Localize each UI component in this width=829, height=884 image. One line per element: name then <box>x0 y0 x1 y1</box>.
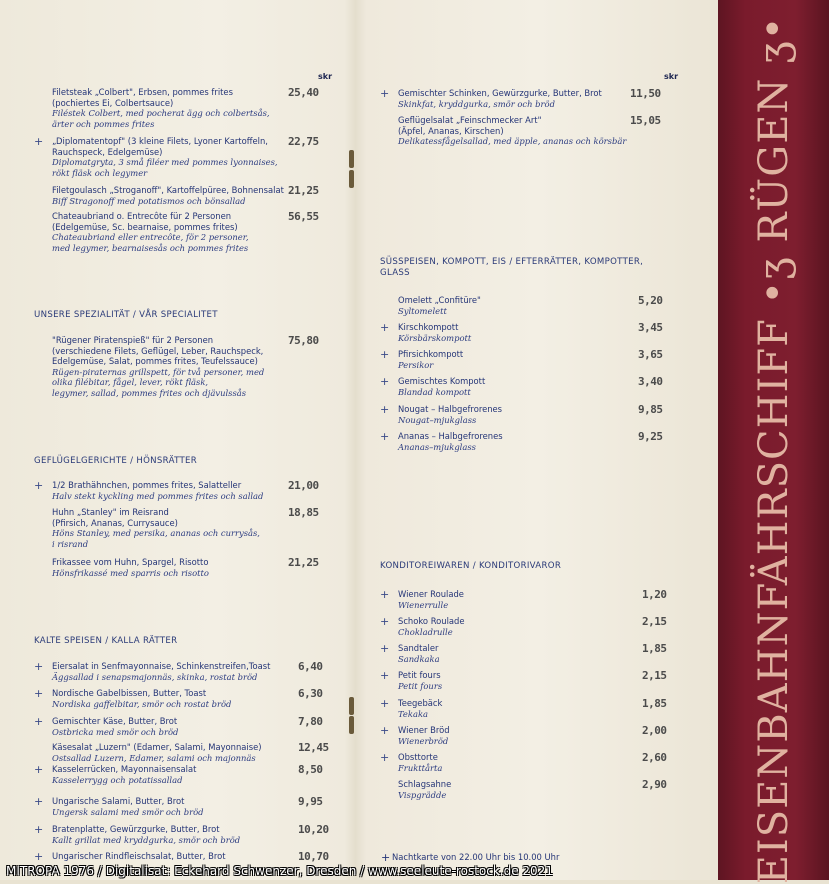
dish-name-swedish: Filéstek Colbert, med pocherat ägg och colbertsås, ärter och pommes frites <box>52 108 270 129</box>
dish-name-swedish: Delikatessfågelsallad, med äpple, ananas och körsbär <box>398 136 627 146</box>
plus-marker-icon: + <box>34 795 44 808</box>
menu-item <box>380 403 678 425</box>
dish-price: 2,90 <box>642 778 667 791</box>
dish-name-german: Kirschkompott <box>398 322 459 332</box>
section-heading: GEFLÜGELGERICHTE / HÖNSRÄTTER <box>34 456 198 466</box>
plus-marker-icon: + <box>380 697 390 710</box>
dish-price: 1,20 <box>642 588 667 601</box>
dish-name-swedish: Blandad kompott <box>398 386 471 397</box>
dish-price: 6,30 <box>298 687 323 700</box>
night-menu-note <box>381 851 560 864</box>
section-heading: KONDITOREIWAREN / KONDITORIVAROR <box>380 561 562 571</box>
menu-item <box>52 185 332 206</box>
plus-marker-icon: + <box>380 669 390 682</box>
plus-marker-icon: + <box>381 851 391 864</box>
dish-name-german: 1/2 Brathähnchen, pommes frites, Salatteller <box>52 480 242 490</box>
dish-name-german: Geflügelsalat „Feinschmecker Art" (Äpfel, Ananas, Kirschen) <box>398 115 542 136</box>
menu-item <box>398 115 678 147</box>
plus-marker-icon: + <box>380 403 390 416</box>
dish-name-swedish: Wienerrulle <box>398 599 449 610</box>
dish-name-swedish: Biff Stragonoff med potatismos och bönsallad <box>52 195 246 206</box>
dish-price: 56,55 <box>288 210 319 223</box>
section-heading: SÜSSPEISEN, KOMPOTT, EIS / EFTERRÄTTER, KOMPOTTER, GLASS <box>380 257 644 278</box>
dish-name-german: Gemischter Schinken, Gewürzgurke, Butter, Brot <box>398 88 602 98</box>
dish-price: 21,25 <box>288 556 319 569</box>
menu-item <box>380 724 678 746</box>
dish-name-german: Teegebäck <box>398 698 443 708</box>
plus-marker-icon: + <box>34 715 44 728</box>
plus-marker-icon: + <box>380 321 390 334</box>
plus-marker-icon: + <box>34 660 44 673</box>
dish-name-german: Eiersalat in Senfmayonnaise, Schinkenstreifen,Toast <box>52 661 271 671</box>
dish-name-swedish: Chateaubriand eller entrecôte, för 2 personer, med legymer, bearnaisesås och pommes frites <box>52 232 249 253</box>
plus-marker-icon: + <box>380 375 390 388</box>
dish-price: 6,40 <box>298 660 323 673</box>
dish-name-german: Omelett „Confitüre" <box>398 295 481 305</box>
dish-name-swedish: Halv stekt kyckling med pommes frites och sallad <box>52 490 264 501</box>
dish-name-swedish: Frukttårta <box>398 762 443 773</box>
dish-name-swedish: Nordiska gaffelbitar, smör och rostat bröd <box>52 698 232 709</box>
menu-item <box>34 479 332 501</box>
dish-price: 2,15 <box>642 615 667 628</box>
dish-name-swedish: Hönsfrikassé med sparris och risotto <box>52 567 209 578</box>
dish-price: 21,00 <box>288 479 319 492</box>
dish-name-swedish: Wienerbröd <box>398 735 449 746</box>
menu-item <box>380 615 678 637</box>
menu-item <box>52 335 332 398</box>
dish-name-german: Petit fours <box>398 670 441 680</box>
menu-item <box>34 823 332 845</box>
spine-title: EISENBAHNFÄHRSCHIFF •ʒ RÜGEN ʒ• <box>750 15 797 884</box>
dish-name-swedish: Körsbärskompott <box>398 332 472 343</box>
dish-price: 2,15 <box>642 669 667 682</box>
dish-name-german: Frikassee vom Huhn, Spargel, Risotto <box>52 557 209 567</box>
plus-marker-icon: + <box>380 642 390 655</box>
dish-price: 11,50 <box>630 87 661 100</box>
dish-price: 9,25 <box>638 430 663 443</box>
dish-price: 9,95 <box>298 795 323 808</box>
menu-item <box>34 763 332 785</box>
plus-marker-icon: + <box>34 763 44 776</box>
dish-price: 1,85 <box>642 697 667 710</box>
night-menu-note-text: Nachtkarte von 22.00 Uhr bis 10.00 Uhr <box>392 852 560 862</box>
dish-price: 10,20 <box>298 823 329 836</box>
menu-item <box>380 642 678 664</box>
dish-name-swedish: Ungersk salami med smör och bröd <box>52 806 204 817</box>
plus-marker-icon: + <box>380 348 390 361</box>
plus-marker-icon: + <box>34 850 44 863</box>
dish-name-swedish: Kallt grillat med kryddgurka, smör och bröd <box>52 834 241 845</box>
dish-name-swedish: Tekaka <box>398 708 429 719</box>
dish-price: 75,80 <box>288 334 319 347</box>
dish-name-swedish: Höns Stanley, med persika, ananas och currysås, i risrand <box>52 528 260 549</box>
dish-price: 25,40 <box>288 86 319 99</box>
plus-marker-icon: + <box>380 87 390 100</box>
dish-price: 8,50 <box>298 763 323 776</box>
menu-item <box>52 557 332 578</box>
dish-price: 15,05 <box>630 114 661 127</box>
menu-item <box>52 742 332 763</box>
menu-cover-spine <box>718 0 829 884</box>
dish-price: 3,40 <box>638 375 663 388</box>
dish-name-german: Wiener Bröd <box>398 725 450 735</box>
dish-name-german: Schoko Roulade <box>398 616 465 626</box>
dish-price: 7,80 <box>298 715 323 728</box>
menu-item <box>398 779 678 800</box>
dish-name-german: Chateaubriand o. Entrecôte für 2 Personen (Edelgemüse, Sc. bearnaise, pommes frites) <box>52 211 238 232</box>
dish-name-german: Pfirsichkompott <box>398 349 464 359</box>
plus-marker-icon: + <box>380 615 390 628</box>
dish-price: 3,65 <box>638 348 663 361</box>
dish-price: 2,00 <box>642 724 667 737</box>
plus-marker-icon: + <box>34 687 44 700</box>
plus-marker-icon: + <box>380 751 390 764</box>
fold-mark <box>349 716 354 734</box>
dish-name-german: Gemischtes Kompott <box>398 376 486 386</box>
dish-name-german: Kasselerrücken, Mayonnaisensalat <box>52 764 197 774</box>
dish-name-german: „Diplomatentopf" (3 kleine Filets, Lyoner Kartoffeln, Rauchspeck, Edelgemüse) <box>52 136 268 157</box>
dish-name-swedish: Ananas–mjukglass <box>398 441 476 452</box>
dish-price: 3,45 <box>638 321 663 334</box>
dish-name-swedish: Kasselerrygg och potatissallad <box>52 774 183 785</box>
dish-name-swedish: Ostbricka med smör och bröd <box>52 726 179 737</box>
dish-name-german: Sandtaler <box>398 643 439 653</box>
dish-price: 21,25 <box>288 184 319 197</box>
menu-item <box>380 669 678 691</box>
dish-name-swedish: Rügen-piraternas grillspett, för två personer, med olika filébitar, fågel, lever, rökt fläsk, legymer, sallad, pommes frites och djävulssås <box>52 366 265 398</box>
plus-marker-icon: + <box>34 823 44 836</box>
dish-name-swedish: Sandkaka <box>398 653 440 664</box>
fold-mark <box>349 697 354 715</box>
dish-name-german: Filetsteak „Colbert", Erbsen, pommes frites (pochiertes Ei, Colbertsauce) <box>52 87 233 108</box>
fold-mark <box>349 170 354 188</box>
dish-name-german: Bratenplatte, Gewürzgurke, Butter, Brot <box>52 824 220 834</box>
plus-marker-icon: + <box>380 588 390 601</box>
menu-item <box>52 211 332 253</box>
dish-name-swedish: Chokladrulle <box>398 626 453 637</box>
dish-name-swedish: Ostsallad Luzern, Edamer, salami och majonnäs <box>52 752 256 763</box>
dish-name-swedish: Syltomelett <box>398 305 447 316</box>
menu-item <box>52 87 332 129</box>
dish-name-german: Nougat – Halbgefrorenes <box>398 404 503 414</box>
dish-price: 5,20 <box>638 294 663 307</box>
menu-item <box>398 295 678 316</box>
dish-name-german: Käsesalat „Luzern" (Edamer, Salami, Mayonnaise) <box>52 742 262 752</box>
dish-name-german: "Rügener Piratenspieß" für 2 Personen (verschiedene Filets, Geflügel, Leber, Rauchspeck, Edelgemüse, Salat, pommes frites, Teufelssauce) <box>52 335 264 366</box>
digitization-credit: MITROPA 1976 / Digitalisat: Eckehard Schwenzer, Dresden / www.seeleute-rostock.de 2021 <box>6 864 553 878</box>
dish-price: 12,45 <box>298 741 329 754</box>
dish-name-swedish: Skinkfat, kryddgurka, smör och bröd <box>398 98 555 109</box>
dish-name-german: Gemischter Käse, Butter, Brot <box>52 716 178 726</box>
menu-item <box>380 697 678 719</box>
dish-name-swedish: Diplomatgryta, 3 små filéer med pommes lyonnaises, rökt fläsk och legymer <box>52 157 278 178</box>
plus-marker-icon: + <box>34 479 44 492</box>
dish-price: 22,75 <box>288 135 319 148</box>
section-heading: UNSERE SPEZIALITÄT / VÅR SPECIALITET <box>34 310 218 320</box>
dish-name-german: Schlagsahne <box>398 779 452 789</box>
menu-item <box>380 321 678 343</box>
dish-name-german: Obsttorte <box>398 752 438 762</box>
menu-item <box>34 795 332 817</box>
currency-label: skr <box>318 72 333 81</box>
section-heading: KALTE SPEISEN / KALLA RÄTTER <box>34 636 178 646</box>
dish-price: 9,85 <box>638 403 663 416</box>
dish-name-german: Huhn „Stanley" im Reisrand (Pfirsich, Ananas, Currysauce) <box>52 507 178 528</box>
dish-name-german: Filetgoulasch „Stroganoff", Kartoffelpüree, Bohnensalat <box>52 185 284 195</box>
menu-item <box>34 850 332 863</box>
dish-name-german: Ungarische Salami, Butter, Brot <box>52 796 185 806</box>
dish-name-swedish: Nougat–mjukglass <box>398 414 477 425</box>
dish-price: 2,60 <box>642 751 667 764</box>
menu-item <box>380 588 678 610</box>
menu-item <box>52 507 332 549</box>
menu-item <box>380 751 678 773</box>
plus-marker-icon: + <box>34 135 44 148</box>
currency-label: skr <box>664 72 679 81</box>
dish-name-german: Ungarischer Rindfleischsalat, Butter, Brot <box>52 851 226 861</box>
menu-item <box>380 430 678 452</box>
dish-price: 1,85 <box>642 642 667 655</box>
menu-item <box>380 375 678 397</box>
menu-item <box>34 687 332 709</box>
menu-item <box>380 87 678 109</box>
menu-item <box>34 660 332 682</box>
dish-name-swedish: Äggsallad i senapsmajonnäs, skinka, rostat bröd <box>52 671 258 682</box>
menu-item <box>380 348 678 370</box>
dish-price: 10,70 <box>298 850 329 863</box>
dish-name-german: Ananas – Halbgefrorenes <box>398 431 503 441</box>
dish-price: 18,85 <box>288 506 319 519</box>
dish-name-german: Wiener Roulade <box>398 589 464 599</box>
dish-name-swedish: Persikor <box>398 359 434 370</box>
plus-marker-icon: + <box>380 724 390 737</box>
fold-mark <box>349 150 354 168</box>
dish-name-swedish: Petit fours <box>398 680 443 691</box>
plus-marker-icon: + <box>380 430 390 443</box>
dish-name-german: Nordische Gabelbissen, Butter, Toast <box>52 688 207 698</box>
dish-name-swedish: Vispgrädde <box>398 789 447 800</box>
menu-item <box>34 135 332 178</box>
menu-item <box>34 715 332 737</box>
